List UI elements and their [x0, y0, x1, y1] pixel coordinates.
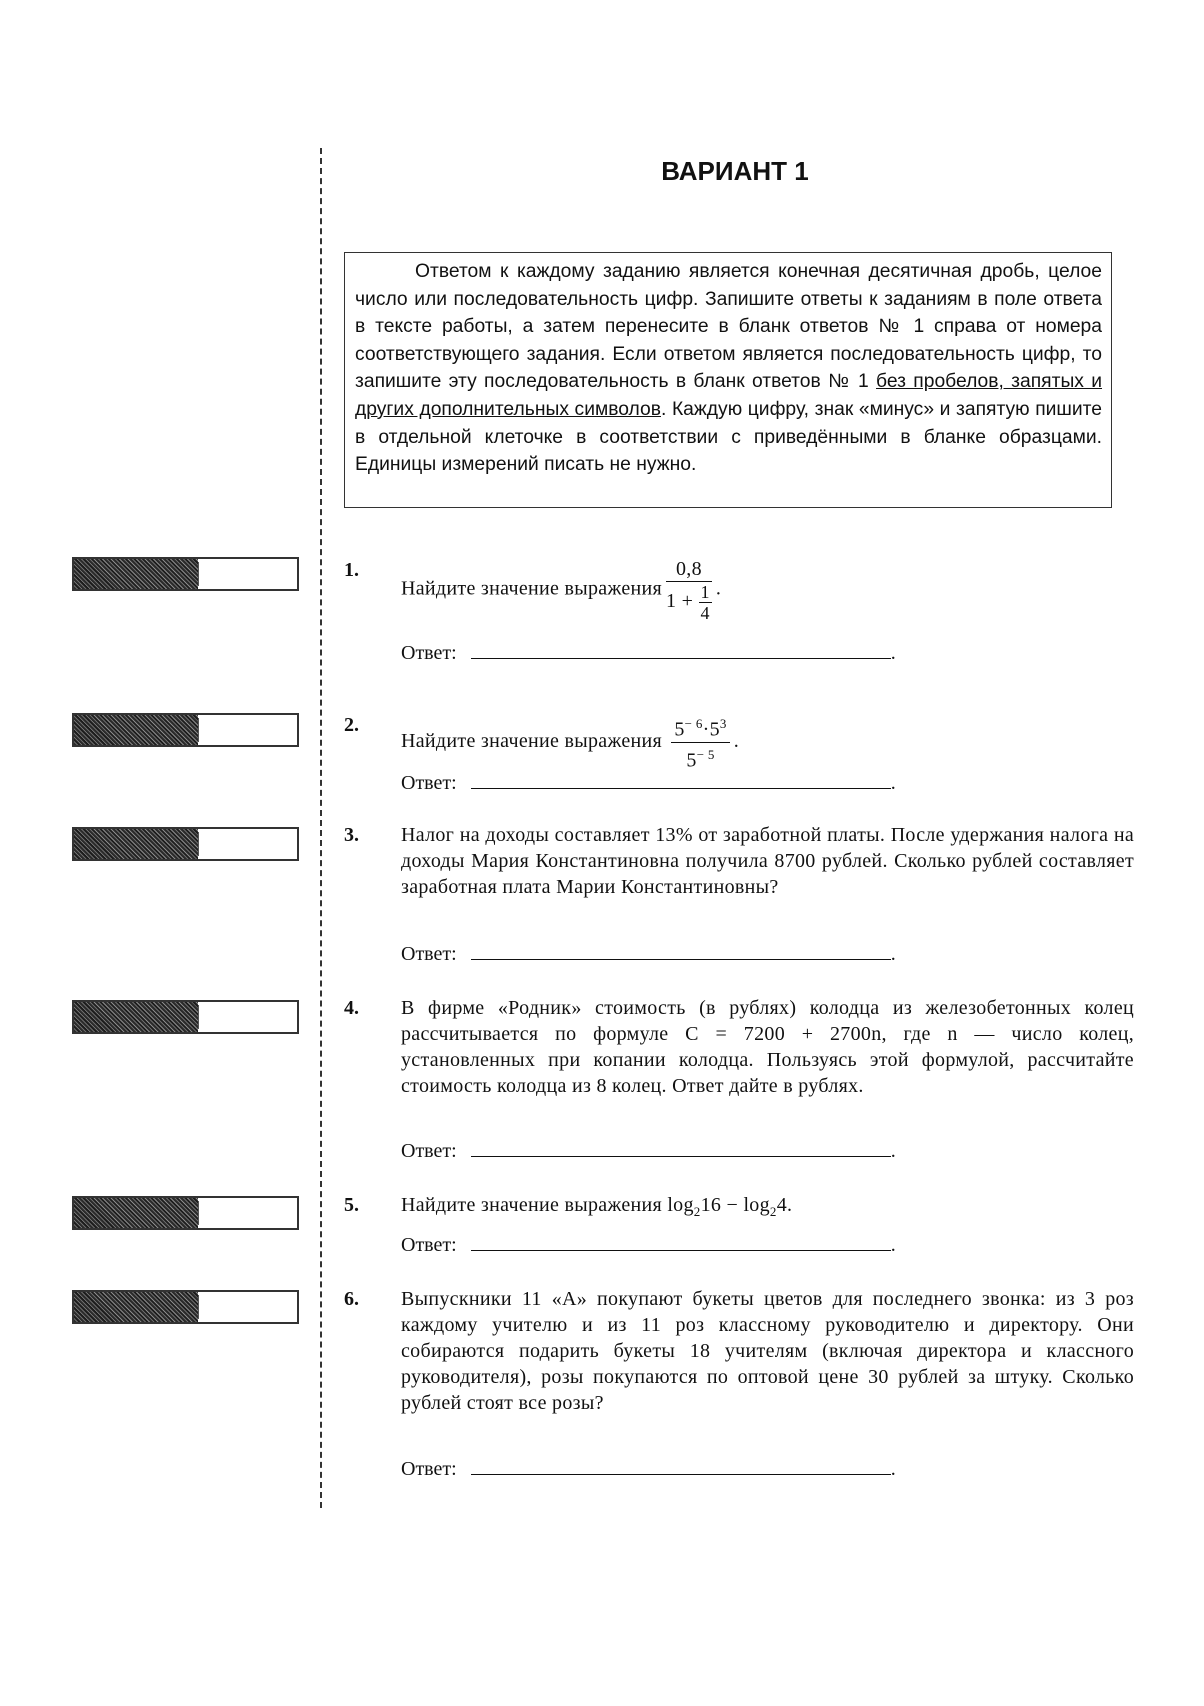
task-number: 3.	[344, 824, 359, 846]
task-number: 2.	[344, 714, 359, 736]
task-number: 4.	[344, 997, 359, 1019]
task-marker	[72, 557, 299, 591]
task-4	[344, 995, 1134, 1175]
instructions-text: Ответом к каждому заданию является конечная десятичная дробь, целое число или последовательность цифр. Запишите ответы к заданиям в поле ответа в тексте работы, а затем перенесите в бланк ответов № 1 справа от номера соответствующего задания. Если ответом является последовательность цифр, то запишите эту последовательность в бланк ответов № 1 без пробелов, запятых и других дополнительных символов. Каждую цифру, знак «минус» и запятую пишите в отдельной клеточке в соответствии с приведёнными в бланке образцами. Единицы измерений писать не нужно.	[355, 261, 1103, 476]
task-marker	[72, 713, 299, 747]
page-title: ВАРИАНТ 1	[661, 156, 809, 186]
task-number: 1.	[344, 559, 359, 581]
fraction: $\frac{5^{- 6}\cdot 5^3}{5^{- 5}}$	[671, 712, 729, 772]
fraction: 0,8 1 + $\frac{1}{4}$	[666, 558, 710, 623]
answer-field[interactable]: Ответ: .	[401, 1140, 896, 1162]
task-marker	[72, 1196, 299, 1230]
task-1	[344, 545, 1134, 665]
task-text: Налог на доходы составляет 13% от заработной платы. После удержания налога на доходы Мария Константиновна получила 8700 рублей. Сколько рублей составляет заработная плата Марии Константиновны?	[401, 824, 1134, 898]
task-marker	[72, 827, 299, 861]
task-text: Выпускники 11 «А» покупают букеты цветов для последнего звонка: из 3 роз каждому учителю и из 11 роз классному руководителю и директору. Они собираются подарить букеты 18 учителям (включая директора и классного руководителя), розы покупаются по оптовой цене 30 рублей за штуку. Сколько рублей стоят все розы?	[401, 1288, 1134, 1414]
task-marker	[72, 1290, 299, 1324]
answer-field[interactable]: Ответ: .	[401, 1458, 896, 1480]
task-6	[344, 1286, 1134, 1486]
cut-line	[320, 148, 322, 1508]
task-3	[344, 822, 1134, 972]
task-text: Найдите значение выражения 0,8 1 + $\frac{1}{4}$ .	[401, 558, 722, 623]
task-number: 6.	[344, 1288, 359, 1310]
task-2	[344, 700, 1134, 800]
underlined-phrase: без пробелов, запятых и других дополнительных символов	[355, 371, 1103, 420]
instructions-box	[344, 252, 1112, 508]
task-5	[344, 1192, 1134, 1272]
answer-field[interactable]: Ответ: .	[401, 1234, 896, 1256]
task-marker	[72, 1000, 299, 1034]
answer-field[interactable]: Ответ: .	[401, 943, 896, 965]
task-text: Найдите значение выражения $\log_216 - \log_24$.	[401, 1194, 793, 1219]
answer-field[interactable]: Ответ: .	[401, 772, 896, 794]
task-number: 5.	[344, 1194, 359, 1216]
task-text: Найдите значение выражения $\frac{5^{- 6}\cdot 5^3}{5^{- 5}}$ .	[401, 712, 1134, 772]
answer-field[interactable]: Ответ: .	[401, 642, 896, 664]
task-text: В фирме «Родник» стоимость (в рублях) колодца из железобетонных колец рассчитывается по формуле C = 7200 + 2700n, где n — число колец, установленных при копании колодца. Пользуясь этой формулой, рассчитайте стоимость колодца из 8 колец. Ответ дайте в рублях.	[401, 997, 1134, 1097]
